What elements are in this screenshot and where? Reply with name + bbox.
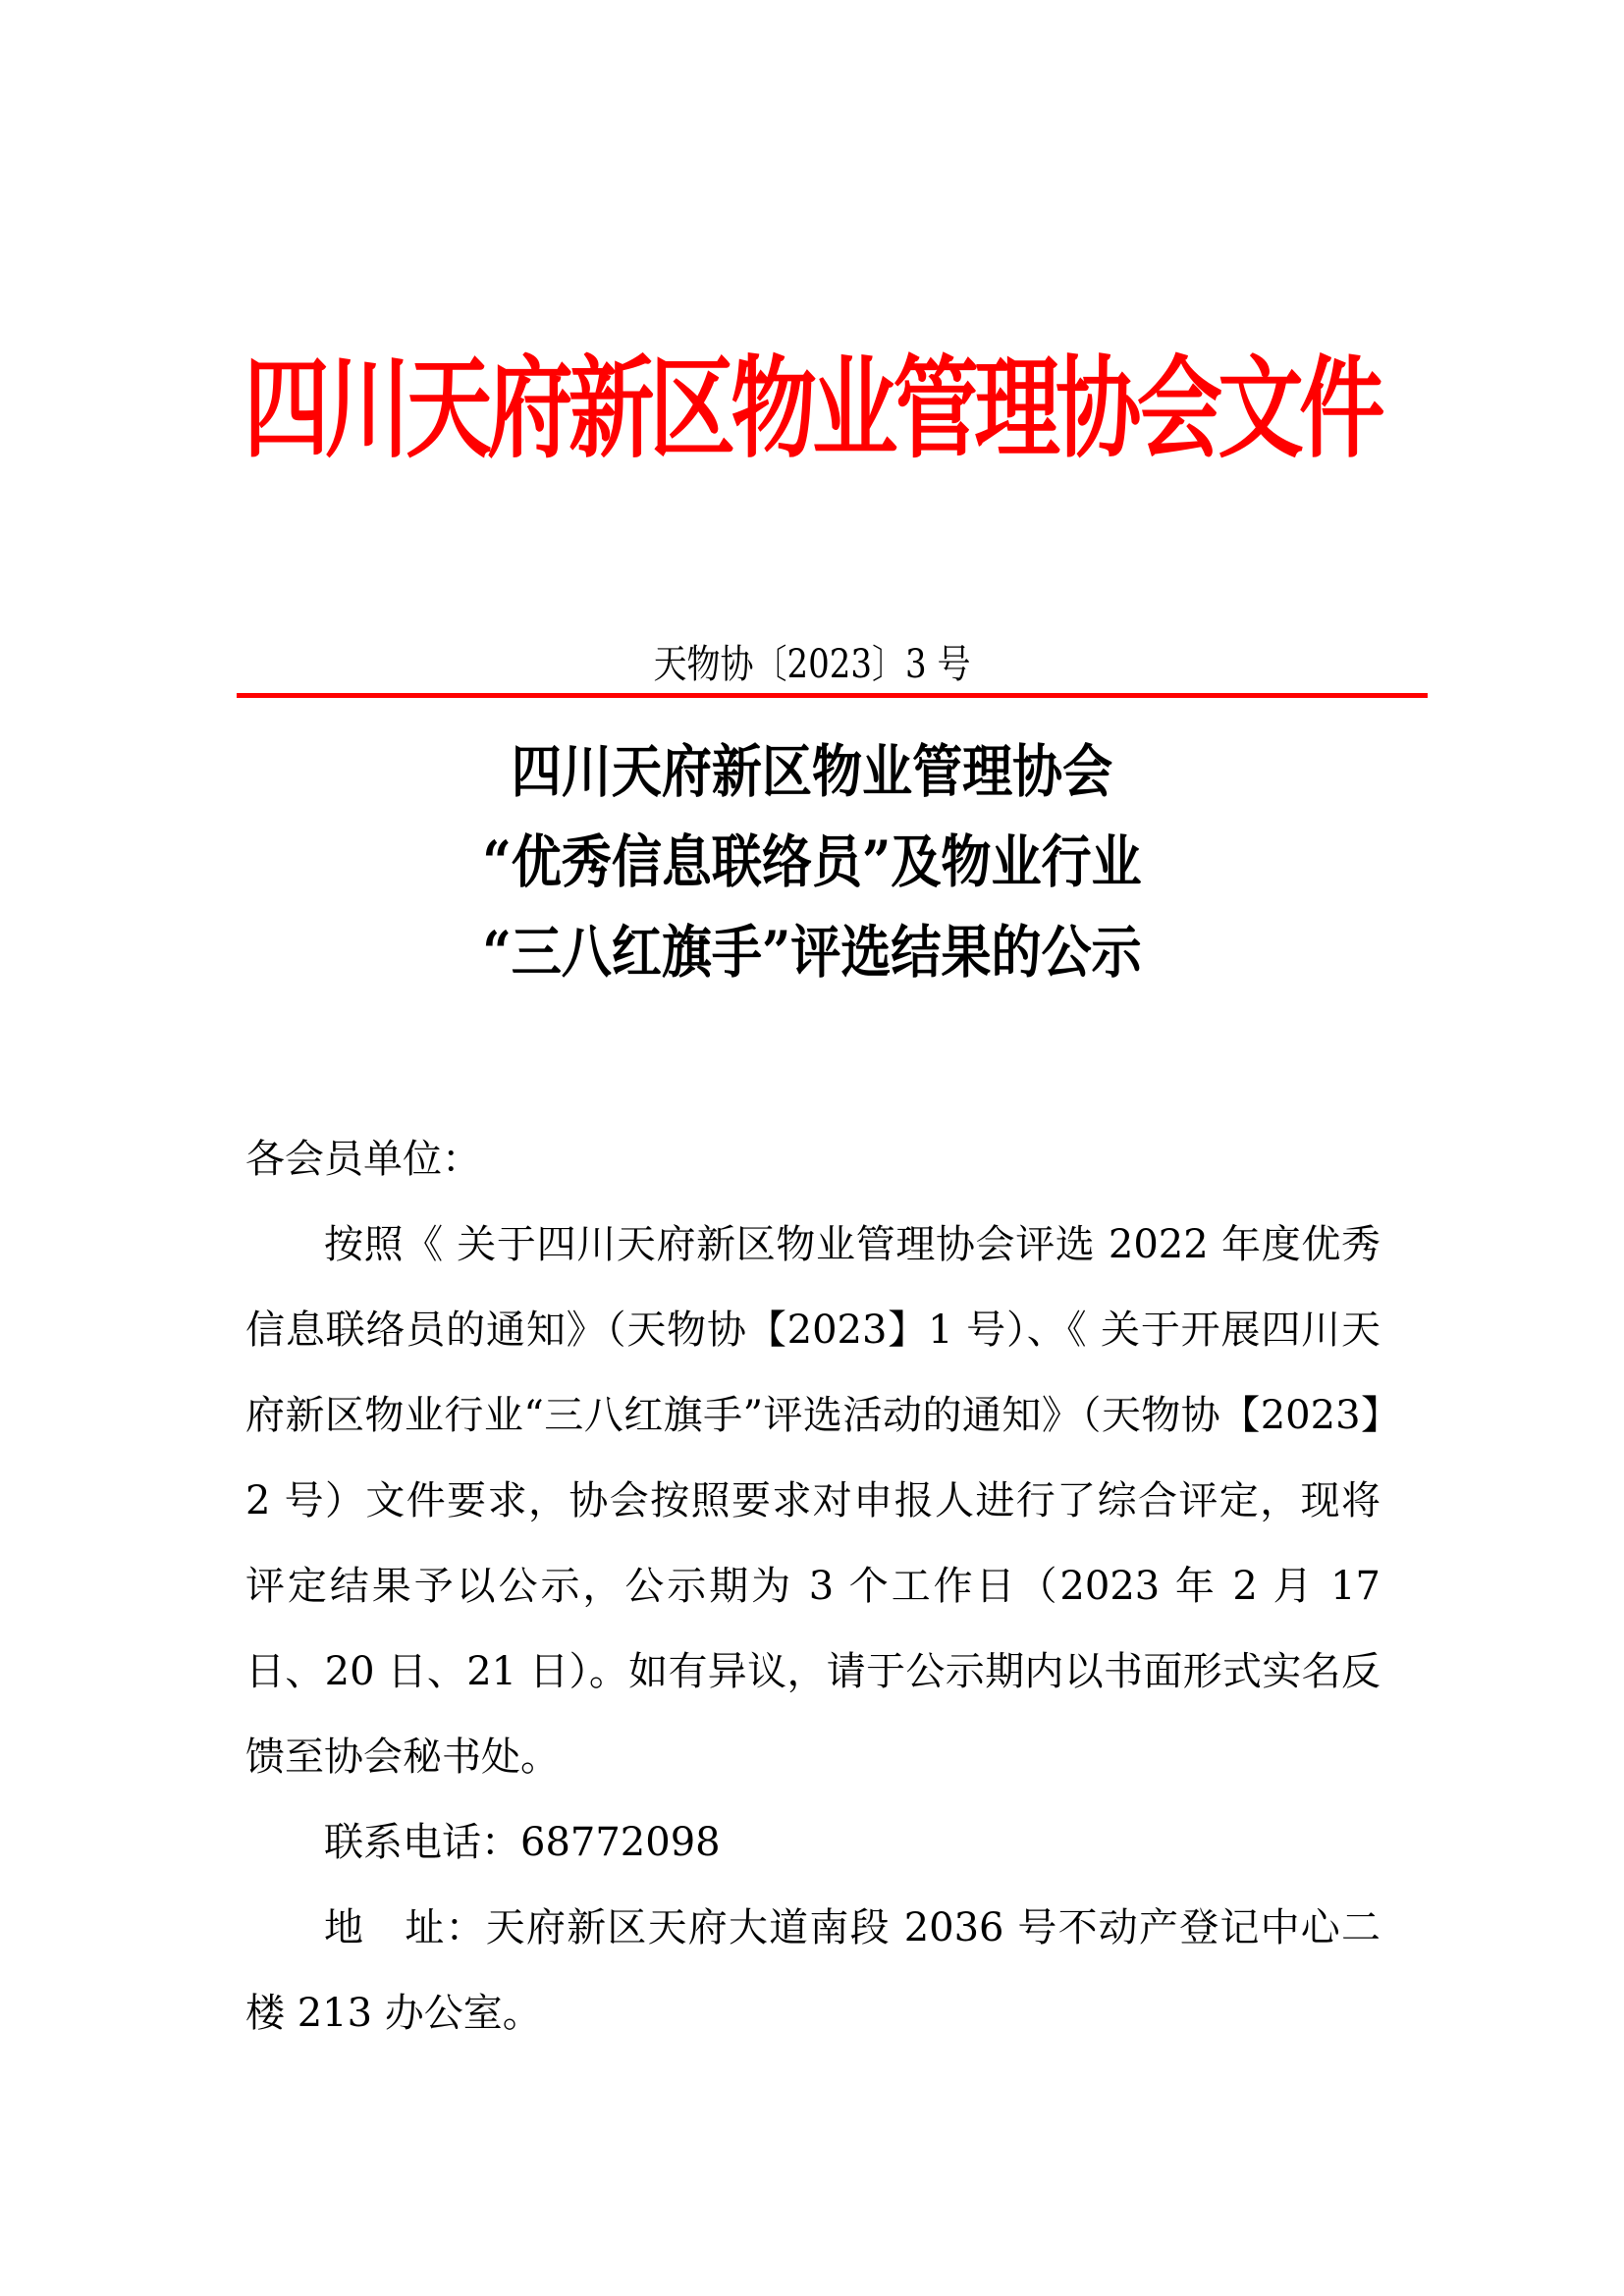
document-title — [0, 726, 1624, 997]
title-line-3: “三八红旗手”评选结果的公示 — [482, 919, 1142, 986]
salutation: 各会员单位： — [245, 1137, 481, 1182]
title-line-2: “优秀信息联络员”及物业行业 — [482, 828, 1142, 895]
red-divider-rule — [237, 693, 1428, 698]
document-number: 天物协〔2023〕3 号 — [653, 642, 971, 687]
masthead-title: 四川天府新区物业管理协会文件 — [244, 345, 1380, 473]
document-body — [245, 1117, 1380, 2056]
address: 地 址：天府新区天府大道南段 2036 号不动产登记中心二楼 213 办公室。 — [245, 1905, 1380, 2036]
title-line-1: 四川天府新区物业管理协会 — [511, 738, 1113, 805]
main-paragraph: 按照《 关于四川天府新区物业管理协会评选 2022 年度优秀信息联络员的通知》（天物协【2023】1 号）、《 关于开展四川天府新区物业行业“三八红旗手”评选活动的通知》（天物协【2023】2 号）文件要求，协会按照要求对申报人进行了综合评定，现将评定结果予以公示，公示期为 3 个工作日（2023 年 2 月 17 日、20 日、21 日）。如有异议，请于公示期内以书面形式实名反馈至协会秘书处。 — [245, 1222, 1380, 1780]
contact-phone: 联系电话：68772098 — [324, 1820, 721, 1865]
